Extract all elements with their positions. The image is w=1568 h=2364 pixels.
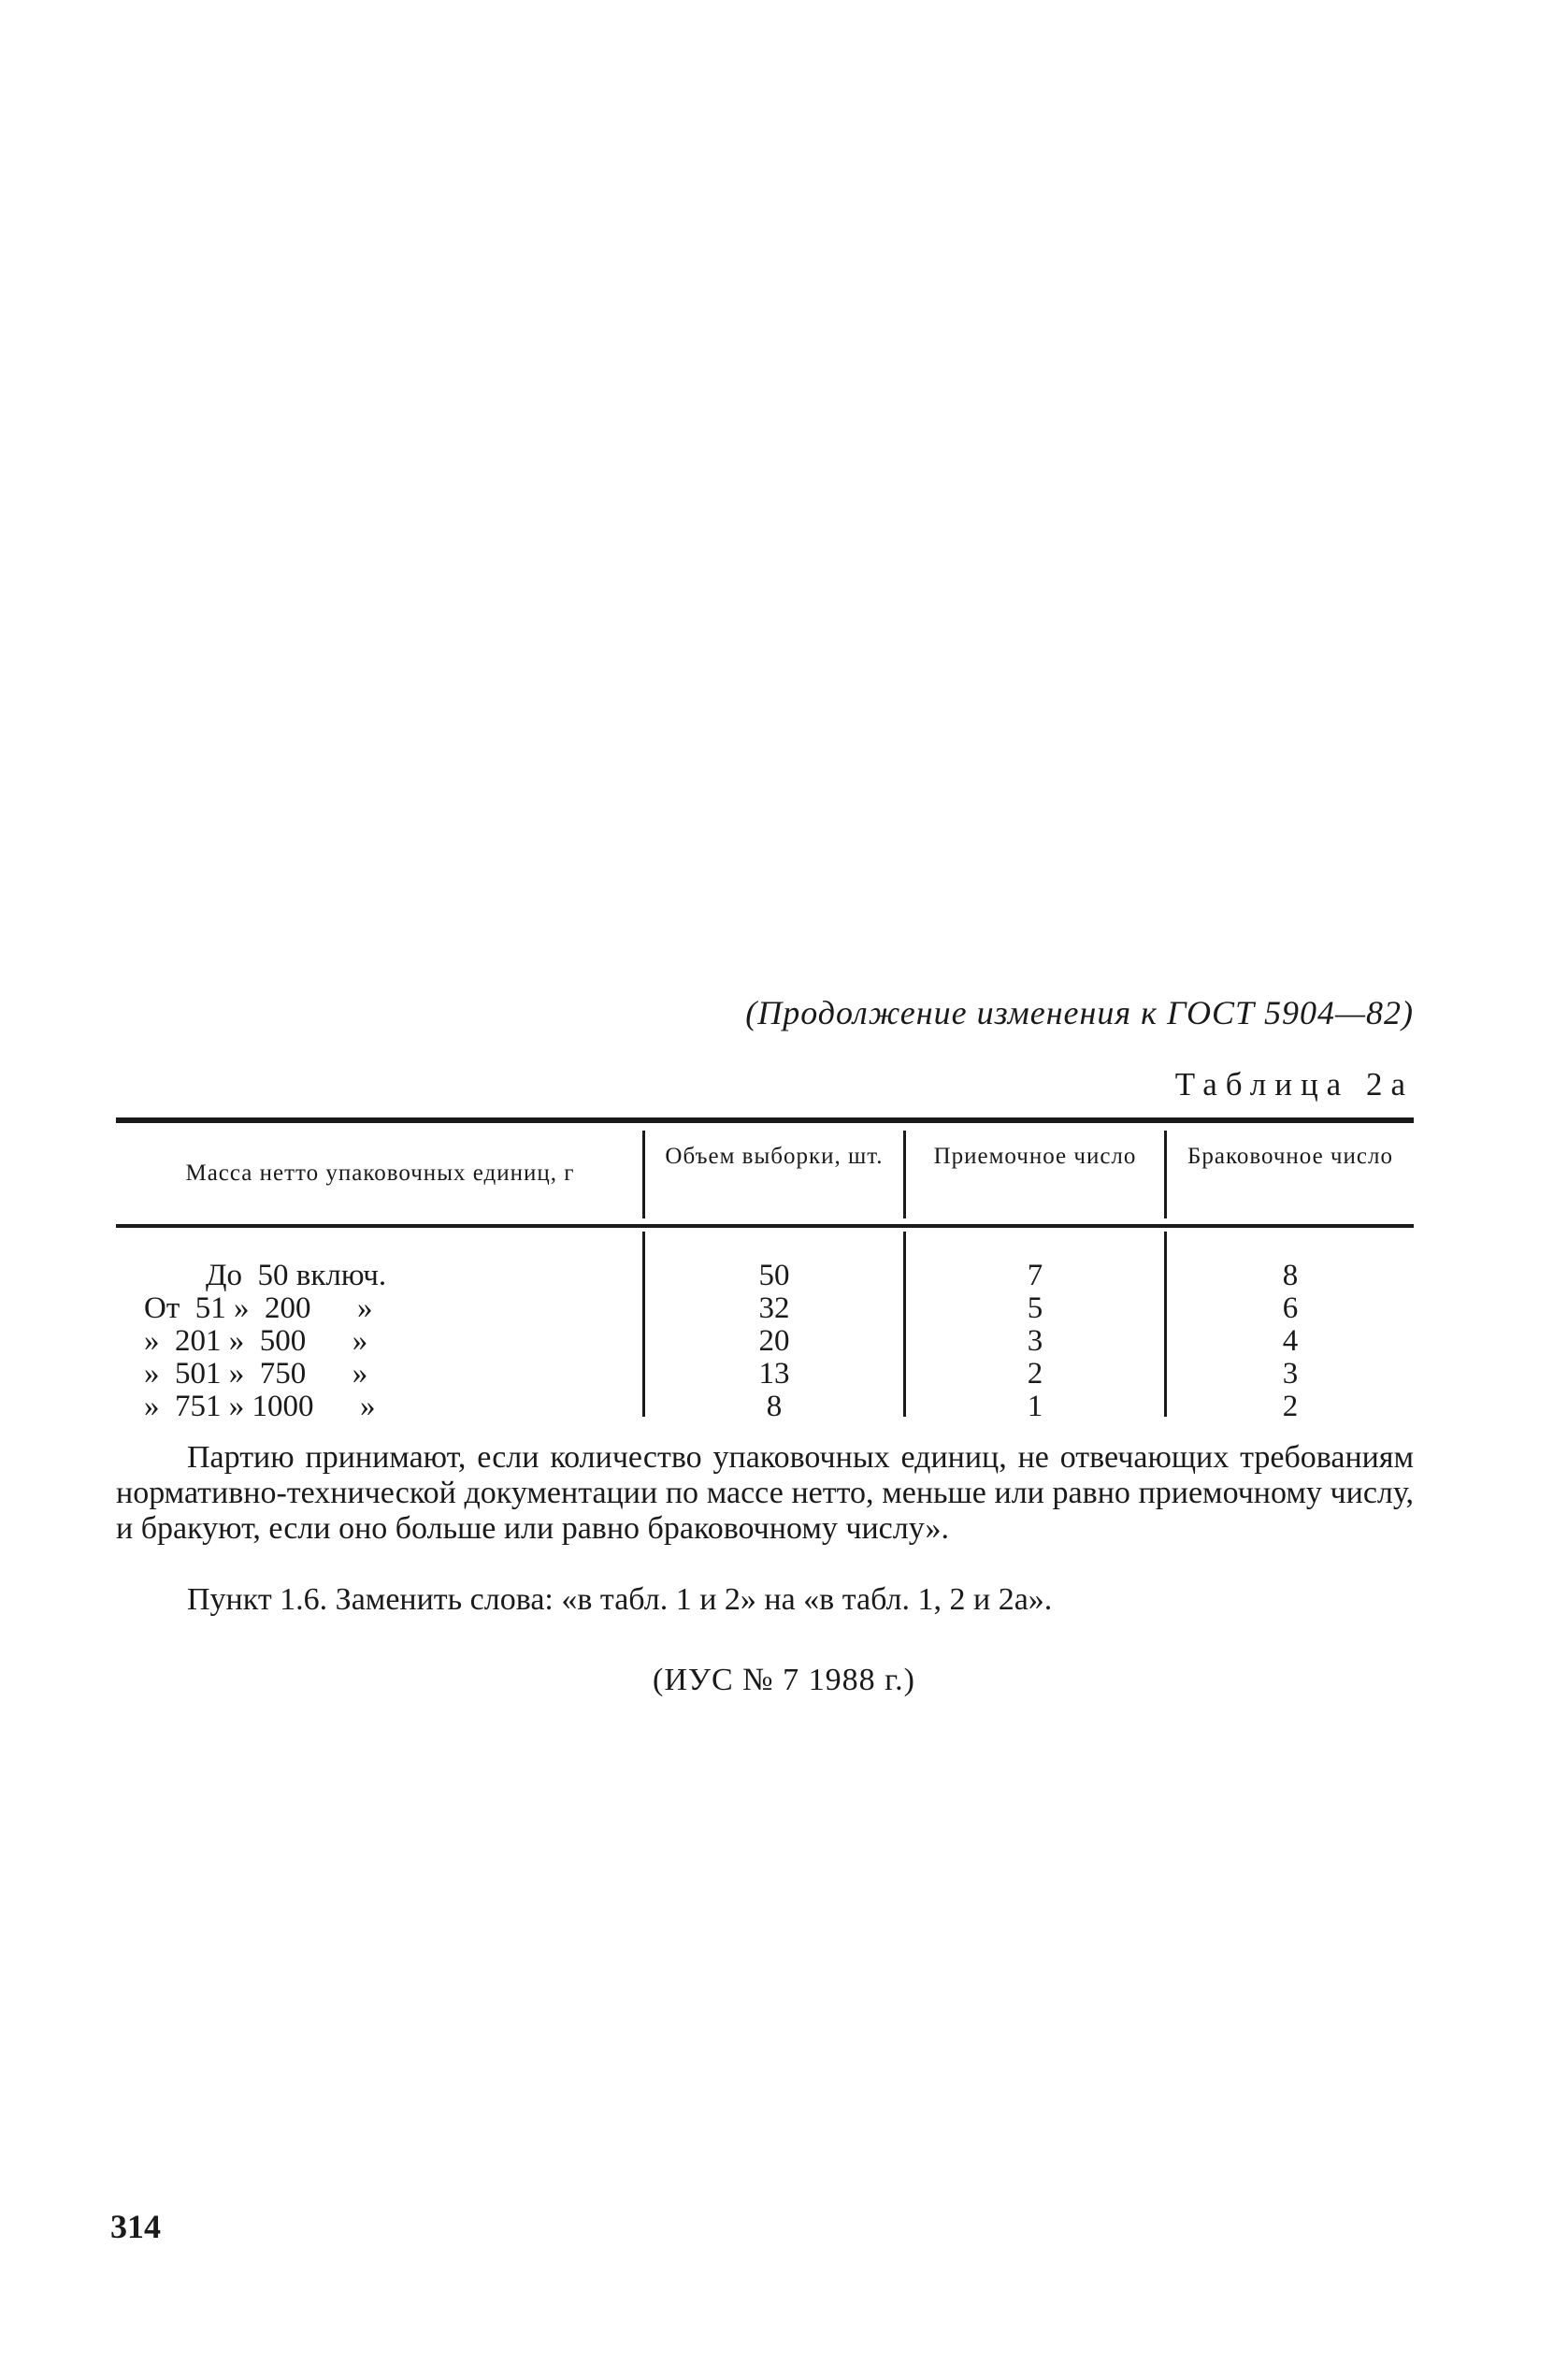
mass-range: До 50 включ.	[144, 1259, 387, 1292]
sample-size: 8	[766, 1390, 783, 1423]
continuation-heading: (Продолжение изменения к ГОСТ 5904—82)	[745, 994, 1414, 1031]
rejection-number: 4	[1282, 1324, 1299, 1358]
mass-range: » 501 » 750 »	[144, 1357, 368, 1391]
paragraph-acceptance-rule: Партию принимают, если количество упаковочных единиц, не отвечающих требованиям нормативно-технической документации по массе нетто, меньше или равно приемочному числу, и бракуют, если оно больше или равно браковочному числу».	[116, 1440, 1414, 1546]
mass-range: » 751 » 1000 »	[144, 1390, 376, 1423]
mass-range: От 51 » 200 »	[144, 1291, 373, 1325]
sample-size: 50	[758, 1259, 790, 1292]
rejection-number: 3	[1282, 1357, 1299, 1391]
acceptance-number: 2	[1027, 1357, 1043, 1391]
rejection-number: 2	[1282, 1390, 1299, 1423]
table-row	[116, 1325, 1414, 1358]
table-body	[116, 1228, 1414, 1424]
header-sample-size: Объем выборки, шт.	[665, 1144, 884, 1169]
sample-size: 32	[758, 1291, 790, 1325]
table-row	[116, 1358, 1414, 1391]
sample-size: 20	[758, 1324, 790, 1358]
acceptance-number: 5	[1027, 1291, 1043, 1325]
page-number: 314	[110, 2208, 161, 2245]
acceptance-number: 3	[1027, 1324, 1043, 1358]
mass-range: » 201 » 500 »	[144, 1324, 368, 1358]
table-row	[116, 1260, 1414, 1292]
paragraph-clause-1-6: Пункт 1.6. Заменить слова: «в табл. 1 и 2» на «в табл. 1, 2 и 2а».	[187, 1582, 1053, 1617]
table-header	[116, 1123, 1414, 1228]
header-rejection-number: Браковочное число	[1187, 1144, 1393, 1169]
column-divider	[1164, 1131, 1167, 1218]
acceptance-number: 1	[1027, 1390, 1043, 1423]
sample-size: 13	[758, 1357, 790, 1391]
table-row	[116, 1292, 1414, 1325]
header-mass: Масса нетто упаковочных единиц, г	[185, 1160, 575, 1186]
table-label: Таблица 2а	[1174, 1066, 1414, 1103]
acceptance-number: 7	[1027, 1259, 1043, 1292]
rejection-number: 8	[1282, 1259, 1299, 1292]
table-row	[116, 1391, 1414, 1423]
header-acceptance-number: Приемочное число	[933, 1144, 1137, 1169]
rejection-number: 6	[1282, 1291, 1299, 1325]
column-divider	[642, 1131, 645, 1218]
acceptance-table	[116, 1117, 1414, 1424]
source-reference: (ИУС № 7 1988 г.)	[653, 1663, 915, 1697]
column-divider	[903, 1131, 906, 1218]
